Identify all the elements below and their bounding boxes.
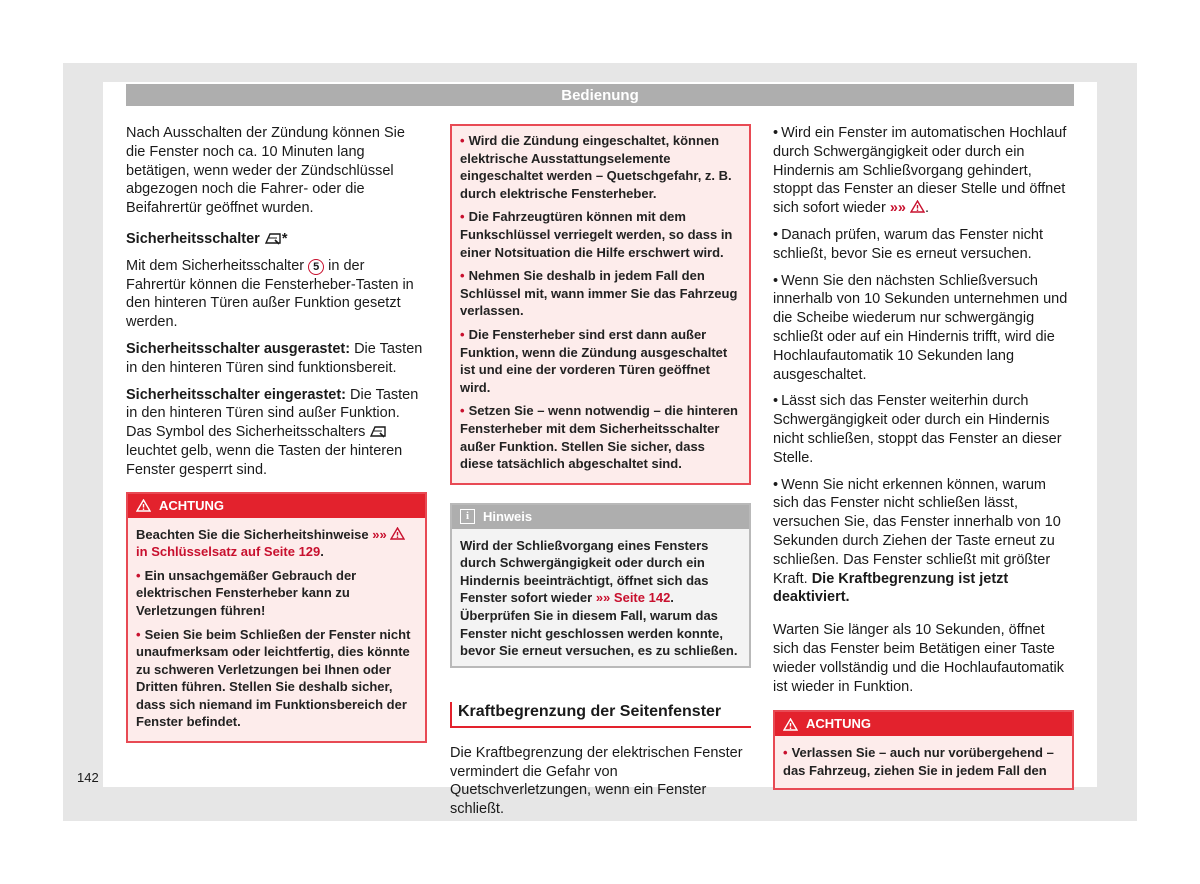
page-number: 142 — [77, 770, 99, 785]
list-item — [773, 476, 1074, 608]
warning-link[interactable]: Schlüsselsatz auf Seite 129 — [151, 544, 321, 560]
list-item — [773, 124, 1074, 218]
engaged-text-a: Die Tasten in den hinteren Türen sind außer Funktion. Das Symbol des Sicherheitsschalters — [126, 386, 419, 441]
warning-item-text: Die Fensterheber sind erst dann außer Funktion, wenn die Zündung ausgeschaltet ist und eine der vorderen Türen geöffnet wird. — [460, 326, 728, 395]
column-2 — [450, 124, 751, 827]
warning-triangle-icon — [910, 200, 925, 213]
engaged-label: Sicherheitsschalter eingerastet: — [126, 386, 347, 403]
callout-number: 5 — [308, 259, 324, 275]
warning-item-text: Nehmen Sie deshalb in jedem Fall den Schlüssel mit, wann immer Sie das Fahrzeug verlassen. — [460, 268, 738, 319]
warning-item — [460, 326, 741, 396]
bullet-icon: • — [773, 272, 779, 289]
warning-body — [452, 126, 749, 483]
switch-paragraph — [126, 257, 427, 332]
continue-arrows: »» — [889, 200, 906, 217]
bullet-icon: • — [460, 326, 465, 342]
bullet-icon: • — [460, 133, 465, 148]
section-title: Kraftbegrenzung der Seitenfenster — [450, 702, 751, 728]
warning-body — [128, 518, 425, 742]
safety-switch-icon — [264, 231, 282, 245]
bullet-icon: • — [136, 567, 141, 583]
engaged-text-b: leuchtet gelb, wenn die Tasten der hinteren Fenster gesperrt sind. — [126, 442, 403, 478]
warning-box — [773, 710, 1074, 789]
safety-switch-icon — [369, 424, 387, 438]
bullet-icon: • — [773, 393, 779, 410]
bullet-icon: • — [773, 125, 779, 141]
continue-arrows: »» — [595, 590, 611, 606]
list-item-end: . — [925, 200, 930, 217]
switch-text-b: in der Fahrertür können die Fensterheber-Tasten in den hinteren Türen außer Funktion gesetzt werden. — [126, 257, 414, 331]
warning-item — [460, 267, 741, 320]
list-item — [773, 392, 1074, 467]
warning-intro-end: . — [320, 544, 324, 560]
list-item-bold: Die Kraftbegrenzung ist jetzt deaktiviert. — [773, 570, 1009, 606]
warning-item — [460, 402, 741, 472]
warning-item — [136, 626, 417, 732]
intro-paragraph: Nach Ausschalten der Zündung können Sie die Fenster noch ca. 10 Minuten lang betätigen, wenn weder der Zündschlüssel abgezogen noch die Fahrer- oder die Beifahrertür geöffnet wurden. — [126, 125, 405, 217]
warning-item — [136, 567, 417, 620]
bullet-icon: • — [773, 226, 779, 243]
warning-header — [775, 712, 1072, 736]
warning-triangle-icon — [136, 499, 151, 512]
warning-box-continued — [450, 124, 751, 485]
note-header — [452, 505, 749, 529]
page-header: Bedienung — [126, 84, 1074, 106]
warning-link-in[interactable]: in — [136, 544, 148, 560]
note-text-a: Wird der Schließvorgang eines Fensters durch Schwergängigkeit oder durch ein Hindernis beeinträchtigt, öffnet sich das Fenster sofort wieder — [460, 537, 709, 606]
list-item — [773, 226, 1074, 264]
note-box — [450, 503, 751, 668]
warning-intro — [136, 526, 417, 561]
list-item-text: Wird ein Fenster im automatischen Hochlauf durch Schwergängigkeit oder durch ein Hindernis am Schließvorgang gehindert, stoppt das Fenster an dieser Stelle und öffnet sich sofort wieder — [773, 125, 1067, 217]
bullet-icon: • — [136, 626, 141, 642]
warning-item — [460, 208, 741, 261]
warning-box — [126, 492, 427, 744]
switch-text-a: Mit dem Sicherheitsschalter — [126, 257, 305, 274]
list-item-text: Wenn Sie den nächsten Schließversuch innerhalb von 10 Sekunden unternehmen und die Scheibe wiederum nur schwergängig schließt oder auf ein Hindernis trifft, wird die Hochlaufautomatik 10 Sekunden lang ausgeschaltet. — [773, 272, 1068, 383]
warning-triangle-icon — [390, 527, 405, 540]
heading-text: Sicherheitsschalter — [126, 230, 260, 247]
info-icon: i — [460, 509, 475, 524]
bullet-icon: • — [460, 268, 465, 284]
list-item-text: Wenn Sie nicht erkennen können, warum sich das Fenster nicht schließen lässt, versuchen Sie, das Fenster innerhalb von 10 Sekunden durch Ziehen der Taste erneut zu schließen. Das Fenster schließt mit größter Kraft. — [773, 476, 1061, 587]
warning-item-text: Wird die Zündung eingeschaltet, können elektrische Ausstattungselemente eingeschaltet werden – Quetschgefahr, z. B. durch elektrische Fensterheber. — [460, 133, 732, 201]
list-item-text: Danach prüfen, warum das Fenster nicht schließt, bevor Sie es erneut versuchen. — [773, 226, 1044, 262]
bullet-icon: • — [783, 745, 788, 761]
warning-item-text: Setzen Sie – wenn notwendig – die hinteren Fensterheber mit dem Sicherheitsschalter außer Funktion. Stellen Sie sicher, dass diese tatsächlich abgeschaltet sind. — [460, 403, 738, 472]
warning-item-text: Die Fahrzeugtüren können mit dem Funkschlüssel verriegelt werden, so dass in einer Notsituation die Hilfe erschwert wird. — [460, 209, 733, 260]
warning-triangle-icon — [783, 718, 798, 731]
warning-item-text: Ein unsachgemäßer Gebrauch der elektrischen Fensterheber kann zu Verletzungen führen! — [136, 567, 357, 618]
engaged-paragraph — [126, 386, 427, 480]
section-paragraph: Die Kraftbegrenzung der elektrischen Fenster vermindert die Gefahr von Quetschverletzungen, wenn ein Fenster schließt. — [450, 744, 743, 818]
note-body — [452, 529, 749, 666]
note-text-b: . Überprüfen Sie in diesem Fall, warum das Fenster nicht geschlossen werden konnte, bevor Sie erneut versuchen, es zu schließen. — [460, 590, 738, 659]
bullet-icon: • — [773, 476, 779, 493]
list-item-text: Lässt sich das Fenster weiterhin durch Schwergängigkeit oder durch ein Hindernis nicht schließen, stoppt das Fenster an dieser Stelle. — [773, 393, 1062, 466]
warning-intro-text: Beachten Sie die Sicherheitshinweise — [136, 526, 369, 542]
section-heading — [126, 230, 427, 249]
warning-title: ACHTUNG — [806, 716, 871, 732]
warning-item-text: Seien Sie beim Schließen der Fenster nicht unaufmerksam oder leichtfertig, dies könnte zu schweren Verletzungen bei Ihnen oder Dritten führen. Stellen Sie deshalb sicher, dass sich niemand im Funktionsbereich der Fenster befindet. — [136, 626, 411, 730]
warning-item — [783, 744, 1064, 779]
warning-item-text: Verlassen Sie – auch nur vorübergehend – das Fahrzeug, ziehen Sie in jedem Fall den — [783, 745, 1054, 778]
paragraph: Warten Sie länger als 10 Sekunden, öffnet sich das Fenster beim Betätigen einer Taste wieder vollständig und die Hochlaufautomatik ist wieder in Funktion. — [773, 622, 1064, 695]
optional-star: * — [281, 230, 288, 247]
note-link[interactable]: Seite 142 — [613, 590, 671, 606]
column-1 — [126, 124, 427, 751]
column-3 — [773, 124, 1074, 798]
bullet-icon: • — [460, 403, 465, 419]
disengaged-paragraph — [126, 340, 427, 378]
note-title: Hinweis — [483, 508, 533, 524]
warning-item — [460, 132, 741, 202]
bullet-icon: • — [460, 209, 465, 225]
disengaged-label: Sicherheitsschalter ausgerastet: — [126, 340, 351, 357]
continue-arrows: »» — [372, 526, 387, 542]
warning-title: ACHTUNG — [159, 497, 224, 513]
warning-body — [775, 736, 1072, 787]
disengaged-text: Die Tasten in den hinteren Türen sind funktionsbereit. — [126, 340, 423, 376]
list-item — [773, 272, 1074, 385]
warning-header — [128, 494, 425, 518]
